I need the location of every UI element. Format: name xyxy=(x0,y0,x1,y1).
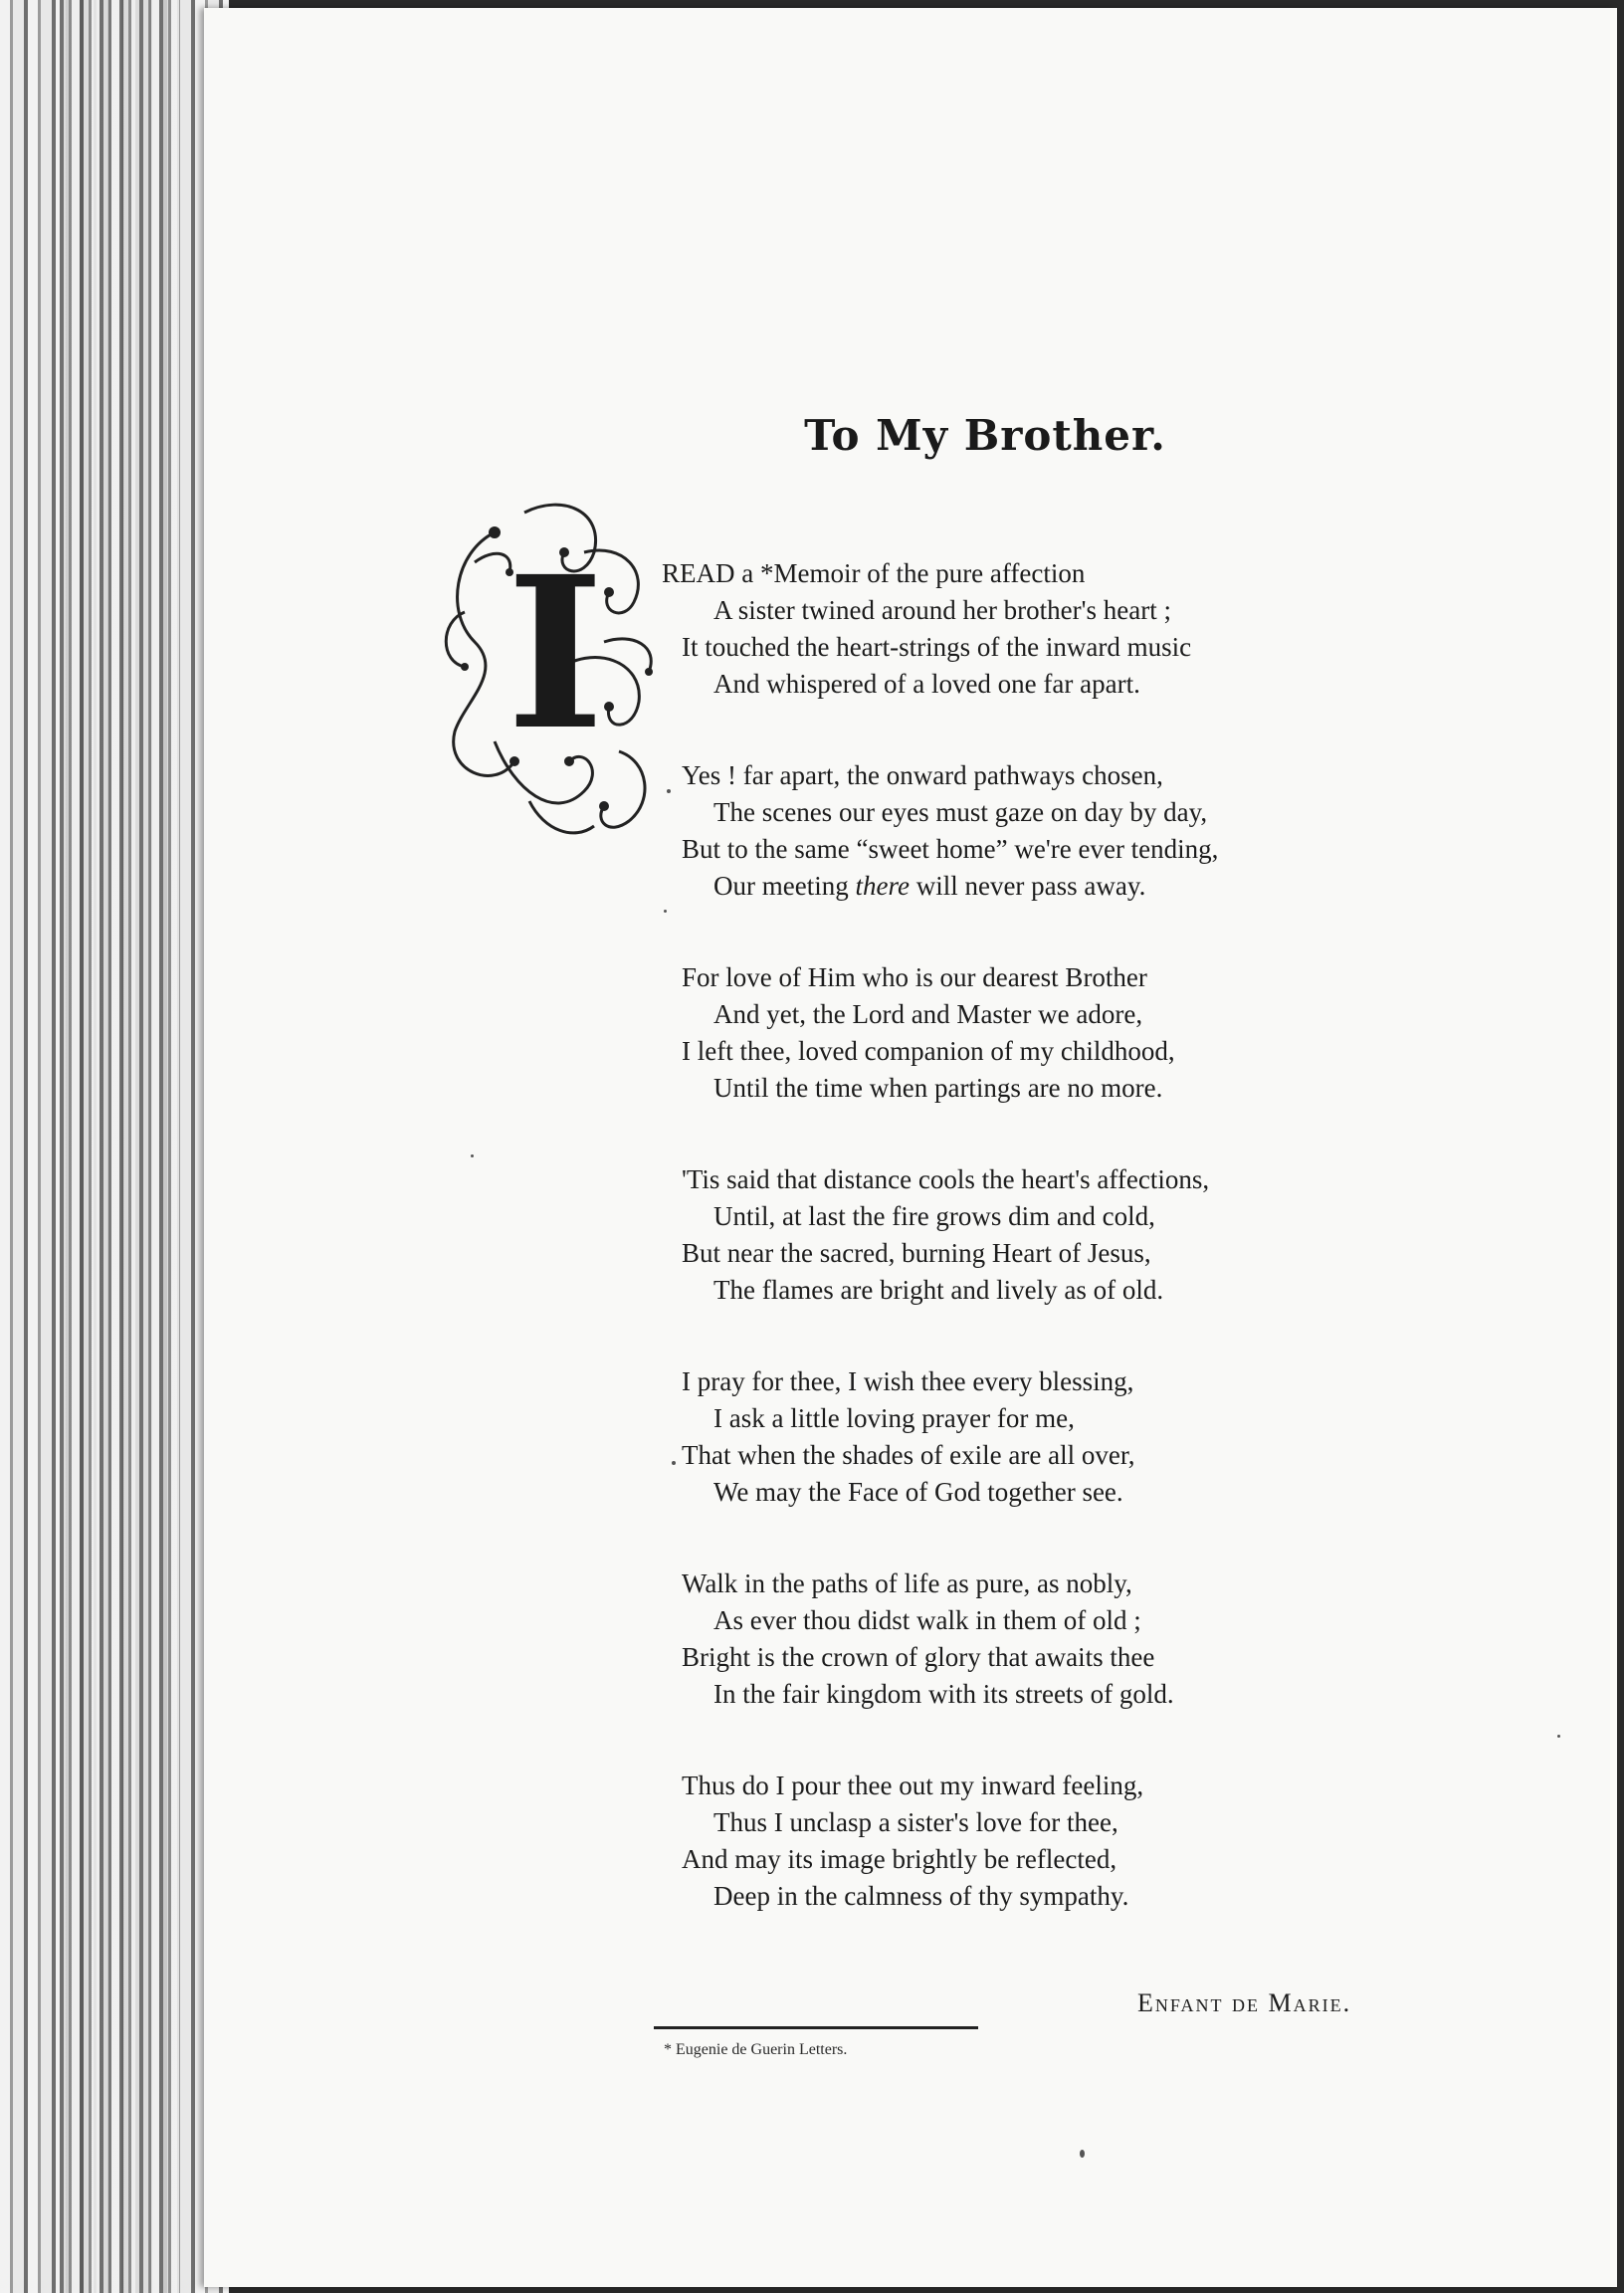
poem-line-prefix: Our meeting xyxy=(713,871,849,901)
poem-line: I ask a little loving prayer for me, xyxy=(713,1403,1075,1433)
poem-line: Until the time when partings are no more. xyxy=(713,1073,1163,1103)
print-speck xyxy=(672,1461,676,1465)
poem-line: Bright is the crown of glory that awaits thee xyxy=(682,1642,1155,1672)
poem-line: 'Tis said that distance cools the heart's affections, xyxy=(682,1164,1210,1194)
poem-line: The scenes our eyes must gaze on day by day, xyxy=(713,797,1208,827)
footnote-rule xyxy=(654,2026,978,2029)
stanza-4 xyxy=(682,1161,1624,1309)
poem-line: I left thee, loved companion of my childhood, xyxy=(682,1036,1175,1066)
poem-line: And yet, the Lord and Master we adore, xyxy=(713,999,1143,1029)
poem-line: We may the Face of God together see. xyxy=(713,1477,1123,1507)
emphasized-word: there xyxy=(855,871,910,901)
print-speck xyxy=(1080,2150,1085,2158)
stanza-5 xyxy=(682,1363,1624,1511)
stanza-1 xyxy=(662,555,1624,703)
poem-line: Until, at last the fire grows dim and cold, xyxy=(713,1201,1155,1231)
poem-line: And whispered of a loved one far apart. xyxy=(713,669,1140,699)
poem-line: It touched the heart-strings of the inward music xyxy=(682,632,1192,662)
poem-line: A sister twined around her brother's heart ; xyxy=(713,595,1171,625)
print-speck xyxy=(664,910,667,913)
poem-line: Yes ! far apart, the onward pathways chosen, xyxy=(682,760,1163,790)
stanza-7 xyxy=(682,1768,1624,1915)
stanza-6 xyxy=(682,1565,1624,1713)
poem-line: Thus do I pour thee out my inward feeling, xyxy=(682,1771,1144,1800)
poem-line: Deep in the calmness of thy sympathy. xyxy=(713,1881,1129,1911)
poem-line xyxy=(682,868,1624,905)
poem-line: READ a *Memoir of the pure affection xyxy=(662,558,1086,588)
poem-body xyxy=(662,555,1624,1970)
poem-line: And may its image brightly be reflected, xyxy=(682,1844,1117,1874)
poem-line: That when the shades of exile are all over, xyxy=(682,1440,1135,1470)
poem-signature: Enfant de Marie. xyxy=(1137,1988,1352,2017)
print-speck xyxy=(667,789,671,793)
poem-line: I pray for thee, I wish thee every blessing, xyxy=(682,1366,1134,1396)
poem-line: Thus I unclasp a sister's love for thee, xyxy=(713,1807,1118,1837)
poem-line: But to the same “sweet home” we're ever tending, xyxy=(682,834,1219,864)
poem-line: Walk in the paths of life as pure, as nobly, xyxy=(682,1568,1132,1598)
poem-line: For love of Him who is our dearest Brother xyxy=(682,962,1147,992)
ornamental-initial xyxy=(435,493,666,851)
page xyxy=(204,8,1617,2287)
poem-line: As ever thou didst walk in them of old ; xyxy=(713,1605,1141,1635)
footnote: * Eugenie de Guerin Letters. xyxy=(664,2041,848,2058)
poem-title: To My Brother. xyxy=(804,411,1166,460)
print-speck xyxy=(1557,1735,1560,1738)
drop-cap-letter: I xyxy=(507,530,605,776)
poem-line: The flames are bright and lively as of old. xyxy=(713,1275,1164,1305)
stanza-2 xyxy=(682,757,1624,905)
poem-line-suffix: will never pass away. xyxy=(915,871,1146,901)
print-speck xyxy=(471,1154,474,1157)
book-page-edges xyxy=(0,0,229,2293)
poem-line: But near the sacred, burning Heart of Jesus, xyxy=(682,1238,1151,1268)
stanza-3 xyxy=(682,959,1624,1107)
poem-line: In the fair kingdom with its streets of gold. xyxy=(713,1679,1174,1709)
